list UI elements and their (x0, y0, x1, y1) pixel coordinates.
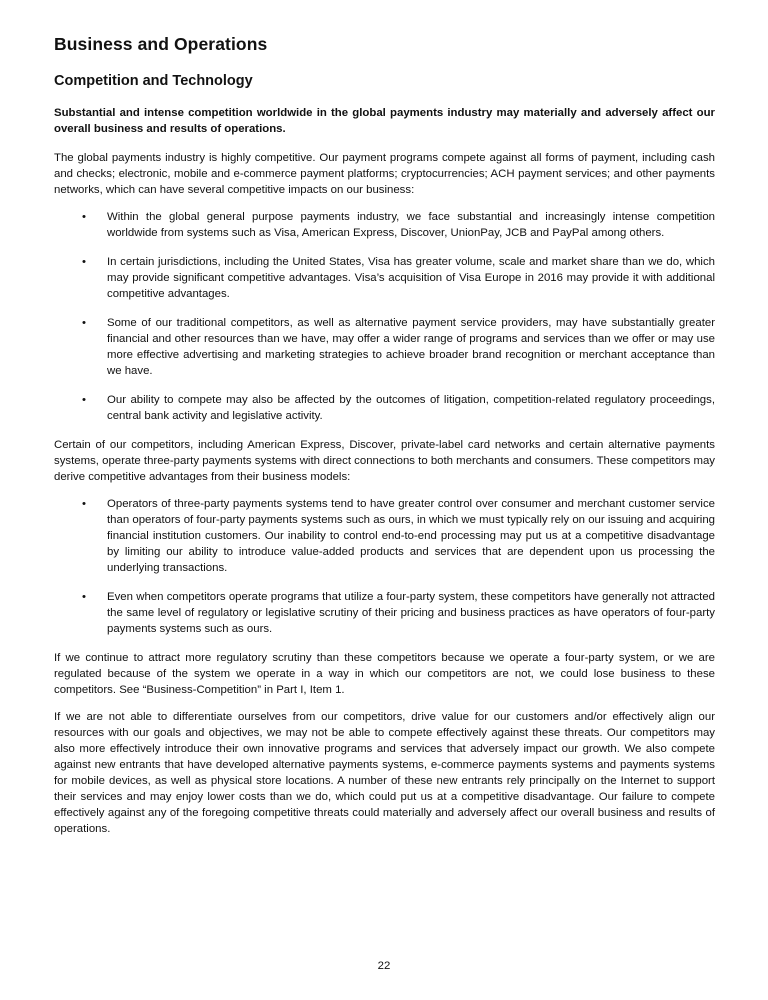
paragraph-industry-competitive: The global payments industry is highly competitive. Our payment programs compete against all forms of payment, including cash and checks; electronic, mobile and e-commerce payment platforms; cryptocurrencies; ACH payment services; and other payments networks, which can have several competitive impacts on our business: (54, 152, 715, 196)
section-heading: Competition and Technology (54, 73, 253, 89)
paragraph-three-party-systems: Certain of our competitors, including American Express, Discover, private-label card networks and certain alternative payments systems, operate three-party payments systems with direct connections to both merchants and consumers. These competitors may derive competitive advantages from their business models: (54, 439, 715, 483)
bullet-item: • Even when competitors operate programs that utilize a four-party system, these competitors have generally not attracted the same level of regulatory or legislative scrutiny of their pricing and business practices as have operators of four-party payments systems such as ours. (82, 589, 715, 637)
bullet-item: • In certain jurisdictions, including the United States, Visa has greater volume, scale and market share than we do, which may provide significant competitive advantages. Visa’s acquisition of Visa Europe in 2016 may provide it with additional competitive advantages. (82, 254, 715, 302)
paragraph-regulatory-scrutiny: If we continue to attract more regulatory scrutiny than these competitors because we operate a four-party system, or we are regulated because of the system we operate in a way in which our competitors are not, we could lose business to these competitors. See “Business-Competition” in Part I, Item 1. (54, 652, 715, 696)
bullet-item: • Within the global general purpose payments industry, we face substantial and increasingly intense competition worldwide from systems such as Visa, American Express, Discover, UnionPay, JCB and PayPal among others. (82, 209, 715, 241)
page-title: Business and Operations (54, 34, 268, 54)
bullet-item: • Our ability to compete may also be affected by the outcomes of litigation, competition-related regulatory proceedings, central bank activity and legislative activity. (82, 392, 715, 424)
bullet-item: • Some of our traditional competitors, as well as alternative payment service providers, may have substantially greater financial and other resources than we have, may offer a wider range of programs and services than we offer or may use more effective advertising and marketing strategies to achieve broader brand recognition or merchant acceptance than we have. (82, 315, 715, 379)
bullet-item: • Operators of three-party payments systems tend to have greater control over consumer and merchant customer service than operators of four-party payments systems such as ours, in which we must typically rely on our issuing and acquiring financial institution customers. Our inability to control end-to-end processing may put us at a competitive disadvantage by limiting our ability to introduce value-added products and services that are dependent upon us processing the underlying transactions. (82, 496, 715, 576)
bullet-list-business-models (54, 496, 715, 637)
risk-factor-statement: Substantial and intense competition worldwide in the global payments industry may materially and adversely affect our overall business and results of operations. (54, 107, 715, 135)
page-number: 22 (377, 960, 391, 972)
bullet-list-competitive-impacts (54, 209, 715, 424)
paragraph-differentiation: If we are not able to differentiate ourselves from our competitors, drive value for our customers and/or effectively align our resources with our goals and objectives, we may not be able to compete effectively against these threats. Our competitors may also more effectively introduce their own innovative programs and services that adversely impact our growth. We also compete against new entrants that have developed alternative payments systems, e-commerce payments systems and payments systems for mobile devices, as well as physical store locations. A number of these new entrants rely principally on the Internet to support their services and may enjoy lower costs than we do, which could put us at a competitive disadvantage. Our failure to compete effectively against any of the foregoing competitive threats could materially and adversely affect our overall business and results of operations. (54, 711, 715, 835)
